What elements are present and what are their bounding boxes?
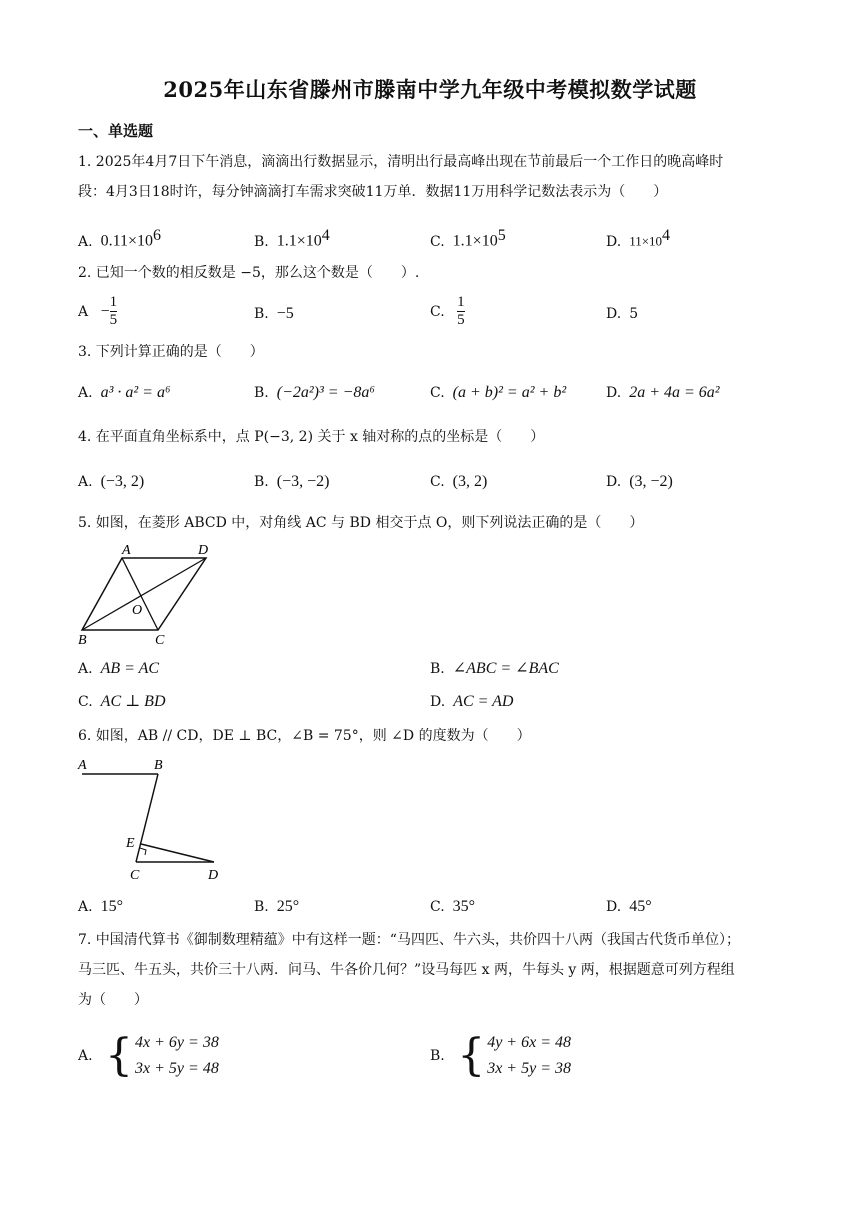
option-exponent: 4 <box>321 227 330 244</box>
question-2: 2. 已知一个数的相反数是 −5，那么这个数是（ ）. <box>78 265 420 281</box>
question-1-line-1: 1. 2025年4月7日下午消息，滴滴出行数据显示，清明出行最高峰出现在节前最后一个工作日的晚高峰时 <box>78 154 724 170</box>
q2-option-b[interactable] <box>254 303 294 325</box>
q3-option-a[interactable] <box>78 382 171 404</box>
option-label: C. <box>430 303 445 320</box>
option-label: D. <box>430 694 446 710</box>
option-label: C. <box>430 233 445 250</box>
question-6: 6. 如图，AB // CD，DE ⊥ BC，∠B = 75°，则 ∠D 的度数为（ ） <box>78 728 531 744</box>
point-label-d: D <box>198 543 209 558</box>
q4-option-d[interactable] <box>606 471 673 493</box>
option-label: B. <box>254 899 269 915</box>
q3-option-c[interactable] <box>430 382 566 404</box>
q4-option-a[interactable] <box>78 471 144 493</box>
question-1-line-2: 段：4月3日18时许，每分钟滴滴打车需求突破11万单．数据11万用科学记数法表示为（ ） <box>78 184 668 200</box>
option-label: A. <box>78 474 93 490</box>
option-text: ∠ABC = ∠BAC <box>452 660 559 677</box>
question-7-line-1: 7. 中国清代算书《御制数理精蕴》中有这样一题：“马四匹、牛六头，共价四十八两（我国古代货币单位）； <box>78 932 740 948</box>
option-exponent: 4 <box>662 227 671 244</box>
option-text: (−3, 2) <box>100 473 145 490</box>
question-3: 3. 下列计算正确的是（ ） <box>78 344 264 360</box>
point-label-c: C <box>130 868 140 883</box>
q5-option-b[interactable] <box>430 658 559 680</box>
fraction: $\frac{1}{5}$ <box>457 294 465 328</box>
option-text: 45° <box>629 898 652 915</box>
equation-1: 4y + 6x = 48 <box>487 1034 571 1051</box>
point-label-e: E <box>126 836 135 851</box>
q5-option-c[interactable] <box>78 691 166 713</box>
equation-2: 3x + 5y = 38 <box>487 1060 571 1077</box>
option-label: A. <box>78 661 93 677</box>
point-label-a: A <box>122 543 131 558</box>
option-label: A. <box>78 233 93 250</box>
point-label-b: B <box>154 758 163 773</box>
parallel-lines-figure <box>74 752 234 884</box>
option-text: (a + b)² = a² + b² <box>452 384 567 401</box>
q6-option-a[interactable] <box>78 896 123 918</box>
fraction: $\frac{1}{5}$ <box>109 294 118 328</box>
option-text: 0.11×10 <box>100 232 153 250</box>
option-label: C. <box>78 694 93 710</box>
option-text: AC = AD <box>453 693 514 710</box>
option-text: 35° <box>452 898 476 915</box>
point-label-a: A <box>78 758 87 773</box>
option-label: D. <box>606 233 622 250</box>
q5-option-d[interactable] <box>430 691 513 713</box>
option-text: (−3, −2) <box>276 473 330 490</box>
q4-option-b[interactable] <box>254 471 329 493</box>
option-label: C. <box>430 899 445 915</box>
rhombus-figure <box>74 540 224 648</box>
option-text: −5 <box>276 305 294 322</box>
option-text: 5 <box>629 306 639 322</box>
option-label: C. <box>430 385 445 401</box>
q4-option-c[interactable] <box>430 471 487 493</box>
q1-option-d[interactable] <box>606 225 670 253</box>
option-text: 15° <box>100 898 123 915</box>
option-exponent: 5 <box>497 227 506 244</box>
option-text: (3, 2) <box>452 473 488 490</box>
q2-option-a[interactable] <box>78 294 117 329</box>
option-label: D. <box>606 474 622 490</box>
option-label: D. <box>606 899 622 915</box>
q1-option-b[interactable] <box>254 225 330 253</box>
option-text: (3, −2) <box>629 473 673 490</box>
option-text: 1.1×10 <box>452 232 498 250</box>
section-heading: 一、单选题 <box>78 122 154 140</box>
option-text: 2a + 4a = 6a² <box>629 384 720 401</box>
q3-option-b[interactable] <box>254 382 375 404</box>
option-text: AC ⊥ BD <box>100 693 166 710</box>
option-text: a³ · a² = a⁶ <box>100 384 171 401</box>
equation-system <box>105 1030 219 1082</box>
option-label: B. <box>254 233 269 250</box>
option-label: A. <box>78 899 93 915</box>
point-label-b: B <box>78 633 87 648</box>
point-label-o: O <box>132 603 143 618</box>
brace-icon: { <box>105 1030 134 1081</box>
option-text: 11×10 <box>629 233 663 249</box>
q2-option-d[interactable] <box>606 303 638 325</box>
point-label-d: D <box>208 868 219 883</box>
option-text: − $\frac{1}{5}$ <box>100 294 118 328</box>
q3-option-d[interactable] <box>606 382 720 404</box>
option-label: B. <box>254 306 269 322</box>
option-label: D. <box>606 306 622 322</box>
question-5: 5. 如图，在菱形 ABCD 中，对角线 AC 与 BD 相交于点 O，则下列说法正确的是（ ） <box>78 515 644 531</box>
option-text: 1.1×10 <box>276 232 322 250</box>
option-label: B. <box>254 474 269 490</box>
q2-option-c[interactable] <box>430 294 465 329</box>
equation-1: 4x + 6y = 38 <box>135 1034 219 1051</box>
q1-option-a[interactable] <box>78 225 161 253</box>
equation-system <box>457 1030 571 1082</box>
option-label: B. <box>430 661 445 677</box>
option-label: B. <box>254 385 269 401</box>
question-1 <box>78 147 784 207</box>
option-label: C. <box>430 474 445 490</box>
option-text: AB = AC <box>100 660 160 677</box>
q7-option-a[interactable] <box>78 1030 219 1082</box>
point-label-c: C <box>155 633 165 648</box>
q6-option-d[interactable] <box>606 896 652 918</box>
page-title: 2025年山东省滕州市滕南中学九年级中考模拟数学试题 <box>163 77 697 102</box>
q1-option-c[interactable] <box>430 225 506 253</box>
option-text: 25° <box>276 898 300 915</box>
brace-icon: { <box>457 1030 486 1081</box>
q6-option-b[interactable] <box>254 896 299 918</box>
question-7-line-3: 为（ ） <box>78 992 148 1008</box>
q5-option-a[interactable] <box>78 658 159 680</box>
option-text: (−2a²)³ = −8a⁶ <box>276 384 375 401</box>
option-label: A <box>78 303 89 320</box>
option-label: B. <box>430 1048 445 1064</box>
q7-option-b[interactable] <box>430 1030 571 1082</box>
option-exponent: 6 <box>153 227 161 244</box>
question-7 <box>78 925 784 1015</box>
question-4: 4. 在平面直角坐标系中，点 P(−3, 2) 关于 x 轴对称的点的坐标是（ ） <box>78 429 545 445</box>
option-label: A. <box>78 385 93 401</box>
q6-option-c[interactable] <box>430 896 475 918</box>
option-label: D. <box>606 385 622 401</box>
question-7-line-2: 马三匹、牛五头，共价三十八两．问马、牛各价几何？”设马每匹 x 两，牛每头 y 两，根据题意可列方程组 <box>78 962 735 978</box>
equation-2: 3x + 5y = 48 <box>135 1060 219 1077</box>
option-label: A. <box>78 1048 93 1064</box>
